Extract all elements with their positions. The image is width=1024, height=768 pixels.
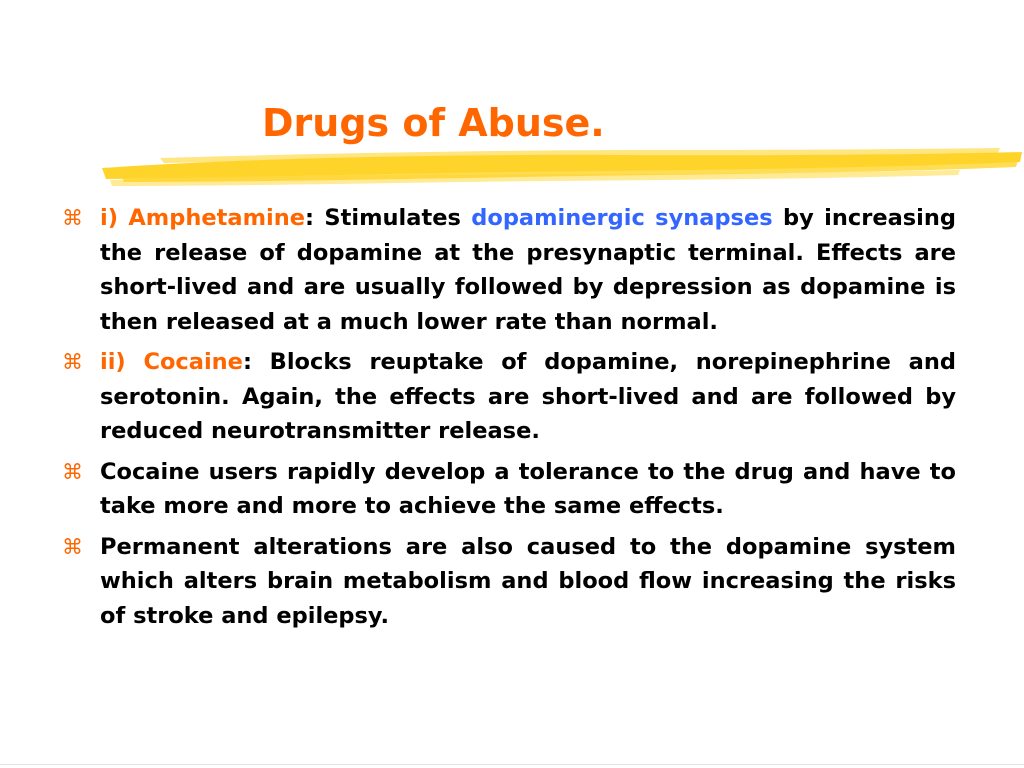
bullet-item-permanent-alterations — [60, 530, 956, 634]
bullet-item-cocaine — [60, 345, 956, 449]
bullet-colon: : — [242, 349, 252, 375]
bullet-label-amphetamine: i) Amphetamine — [100, 205, 306, 231]
footer-divider — [0, 764, 1024, 765]
bullet-colon: : — [305, 205, 315, 231]
brush-stroke-underline — [100, 146, 1024, 192]
bullet-text: Permanent alterations are also caused to the dopamine system which alters brain metabolism and blood flow increasing the risks of stroke and epilepsy. — [100, 533, 956, 629]
command-key-icon: ⌘ — [62, 459, 83, 484]
command-key-icon: ⌘ — [62, 206, 83, 230]
bullet-link-dopaminergic-synapses[interactable]: dopaminergic synapses — [471, 205, 773, 231]
bullet-label-cocaine: ii) Cocaine — [100, 349, 243, 375]
bullet-text: Stimulates — [314, 205, 472, 231]
command-key-icon: ⌘ — [62, 350, 83, 374]
bullet-list — [60, 201, 956, 639]
bullet-text: Cocaine users rapidly develop a tolerance to the drug and have to take more and more to achieve the same effects. — [100, 458, 956, 519]
slide-title: Drugs of Abuse. — [262, 101, 605, 145]
bullet-item-amphetamine — [60, 201, 956, 339]
bullet-text: by increasing the release of dopamine at the presynaptic terminal. Effects are short-lived and are usually followed by depression as dopamine is then released at a much lower rate than normal. — [100, 205, 957, 335]
bullet-text: Blocks reuptake of dopamine, norepinephrine and serotonin. Again, the effects are short-lived and are followed by reduced neurotransmitter release. — [100, 349, 956, 444]
command-key-icon: ⌘ — [62, 534, 83, 559]
bullet-item-tolerance — [60, 455, 956, 524]
